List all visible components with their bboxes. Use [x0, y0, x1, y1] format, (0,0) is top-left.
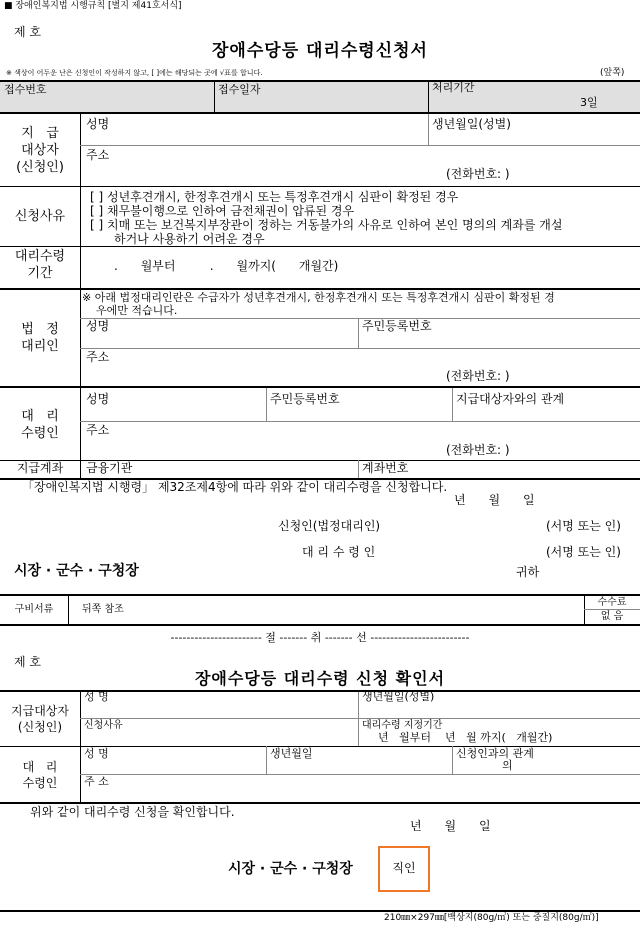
recipient-address-label: 주소: [86, 148, 110, 162]
recipient-birth-label: 생년월일(성별): [432, 117, 511, 131]
confirmation-proxy-label: 대 리 수령인: [22, 760, 58, 790]
instruction-note: ※ 색상이 어두운 난은 신청인이 작성하지 않고, [ ]에는 해당되는 곳에 √표를 합니다.: [6, 69, 263, 77]
proxy-address-label: 주소: [86, 423, 110, 437]
documents-label: 구비서류: [14, 604, 54, 615]
addressee-honorific: 귀하: [516, 565, 540, 579]
confirmation-proxy-birth-label: 생년월일: [270, 747, 313, 760]
designated-period-label: 대리수령 지정기간: [362, 720, 443, 731]
page-title: 장애수당등 대리수령신청서: [212, 41, 428, 61]
fee-label: 수수료: [597, 597, 627, 608]
reason-option-seizure[interactable]: [ ] 채무불이행으로 인하여 금전채권이 압류된 경우: [90, 204, 355, 218]
proxy-name-label: 성명: [86, 392, 110, 406]
receipt-shaded-area: [0, 81, 640, 112]
confirmation-date: 년 월 일: [410, 819, 491, 833]
confirmation-text: 위와 같이 대리수령 신청을 확인합니다.: [30, 805, 235, 819]
confirmation-address-label: 주 소: [84, 775, 109, 788]
confirmation-recipient-label: 지급대상자 (신청인): [11, 704, 69, 734]
law-reference: ■ 장애인복지법 시행규칙 [별지 제41호서식]: [4, 1, 182, 11]
applicant-signature: (서명 또는 인): [546, 519, 621, 533]
declaration-date: 년 월 일: [454, 493, 535, 507]
reason-option-dementia[interactable]: [ ] 치매 또는 보건복지부장관이 정하는 거동불가의 사유로 인하여 본인 명의의 계좌를 개설: [90, 218, 563, 232]
processing-period-label: 처리기간: [432, 81, 475, 94]
applicant-label: 신청인(법정대리인): [278, 519, 381, 533]
page-side-label: (앞쪽): [600, 68, 625, 78]
legal-rep-phone-label: (전화번호: ): [446, 369, 510, 383]
recipient-name-label: 성명: [86, 117, 110, 131]
confirmation-relation-label: 신청인과의 관계: [456, 747, 534, 760]
confirmation-issuer: 시장 · 군수 · 구청장: [228, 861, 353, 877]
period-value: . 월부터 . 월까지( 개월간): [114, 259, 339, 273]
confirmation-birth-label: 생년월일(성별): [362, 690, 435, 703]
proxy-signer-label: 대 리 수 령 인: [302, 545, 376, 559]
confirmation-proxy-name-label: 성 명: [84, 747, 109, 760]
legal-rep-address-label: 주소: [86, 350, 110, 364]
proxy-section-label: 대 리 수령인: [21, 409, 59, 441]
fee-value: 없 음: [600, 611, 624, 622]
legal-rep-note-line1: ※ 아래 법정대리인란은 수급자가 성년후견개시, 한정후견개시 또는 특정후견개시 심판이 확정된 경: [82, 291, 555, 304]
declaration-text: 「장애인복지법 시행령」 제32조제4항에 따라 위와 같이 대리수령을 신청합니다.: [22, 480, 448, 494]
official-seal-label: 직인: [392, 861, 416, 875]
confirmation-number-label: 제 호: [14, 655, 41, 669]
recipient-section-label: 지 급 대상자 (신청인): [16, 126, 64, 175]
legal-rep-section-label: 법 정 대리인: [21, 322, 59, 354]
documents-value: 뒤쪽 참조: [82, 604, 124, 615]
legal-rep-name-label: 성명: [86, 319, 110, 333]
receipt-date-label: 접수일자: [218, 83, 261, 96]
addressee: 시장 · 군수 · 구청장: [14, 563, 139, 579]
proxy-phone-label: (전화번호: ): [446, 443, 510, 457]
confirmation-relation-suffix: 의: [502, 759, 513, 772]
confirmation-reason-label: 신청사유: [84, 720, 123, 731]
document-number-label: 제 호: [14, 25, 41, 39]
confirmation-name-label: 성 명: [84, 690, 109, 703]
bank-label: 금융기관: [86, 461, 133, 475]
recipient-phone-label: (전화번호: ): [446, 167, 510, 181]
processing-period-value: 3일: [580, 96, 598, 109]
reason-option-guardianship[interactable]: [ ] 성년후견개시, 한정후견개시 또는 특정후견개시 심판이 확정된 경우: [90, 190, 459, 204]
confirmation-title: 장애수당등 대리수령 신청 확인서: [194, 669, 446, 688]
paper-spec: 210㎜×297㎜[백상지(80g/㎡) 또는 중질지(80g/㎡)]: [384, 913, 599, 923]
reason-option-dementia-cont: 하거나 사용하기 어려운 경우: [114, 232, 265, 246]
account-section-label: 지급계좌: [16, 461, 64, 475]
proxy-relation-label: 지급대상자와의 관계: [456, 392, 565, 406]
reason-section-label: 신청사유: [14, 209, 66, 224]
designated-period-value: 년 월부터 년 월 까지( 개월간): [378, 731, 553, 744]
receipt-number-label: 접수번호: [4, 83, 47, 96]
legal-rep-rrn-label: 주민등록번호: [362, 319, 432, 333]
cut-line: ----------------------- 절 ------- 취 ------- 선 -------------------------: [170, 631, 470, 644]
account-number-label: 계좌번호: [362, 461, 409, 475]
legal-rep-note-line2: 우에만 적습니다.: [96, 304, 178, 317]
period-section-label: 대리수령 기간: [14, 249, 66, 281]
proxy-signature: (서명 또는 인): [546, 545, 621, 559]
proxy-rrn-label: 주민등록번호: [270, 392, 340, 406]
